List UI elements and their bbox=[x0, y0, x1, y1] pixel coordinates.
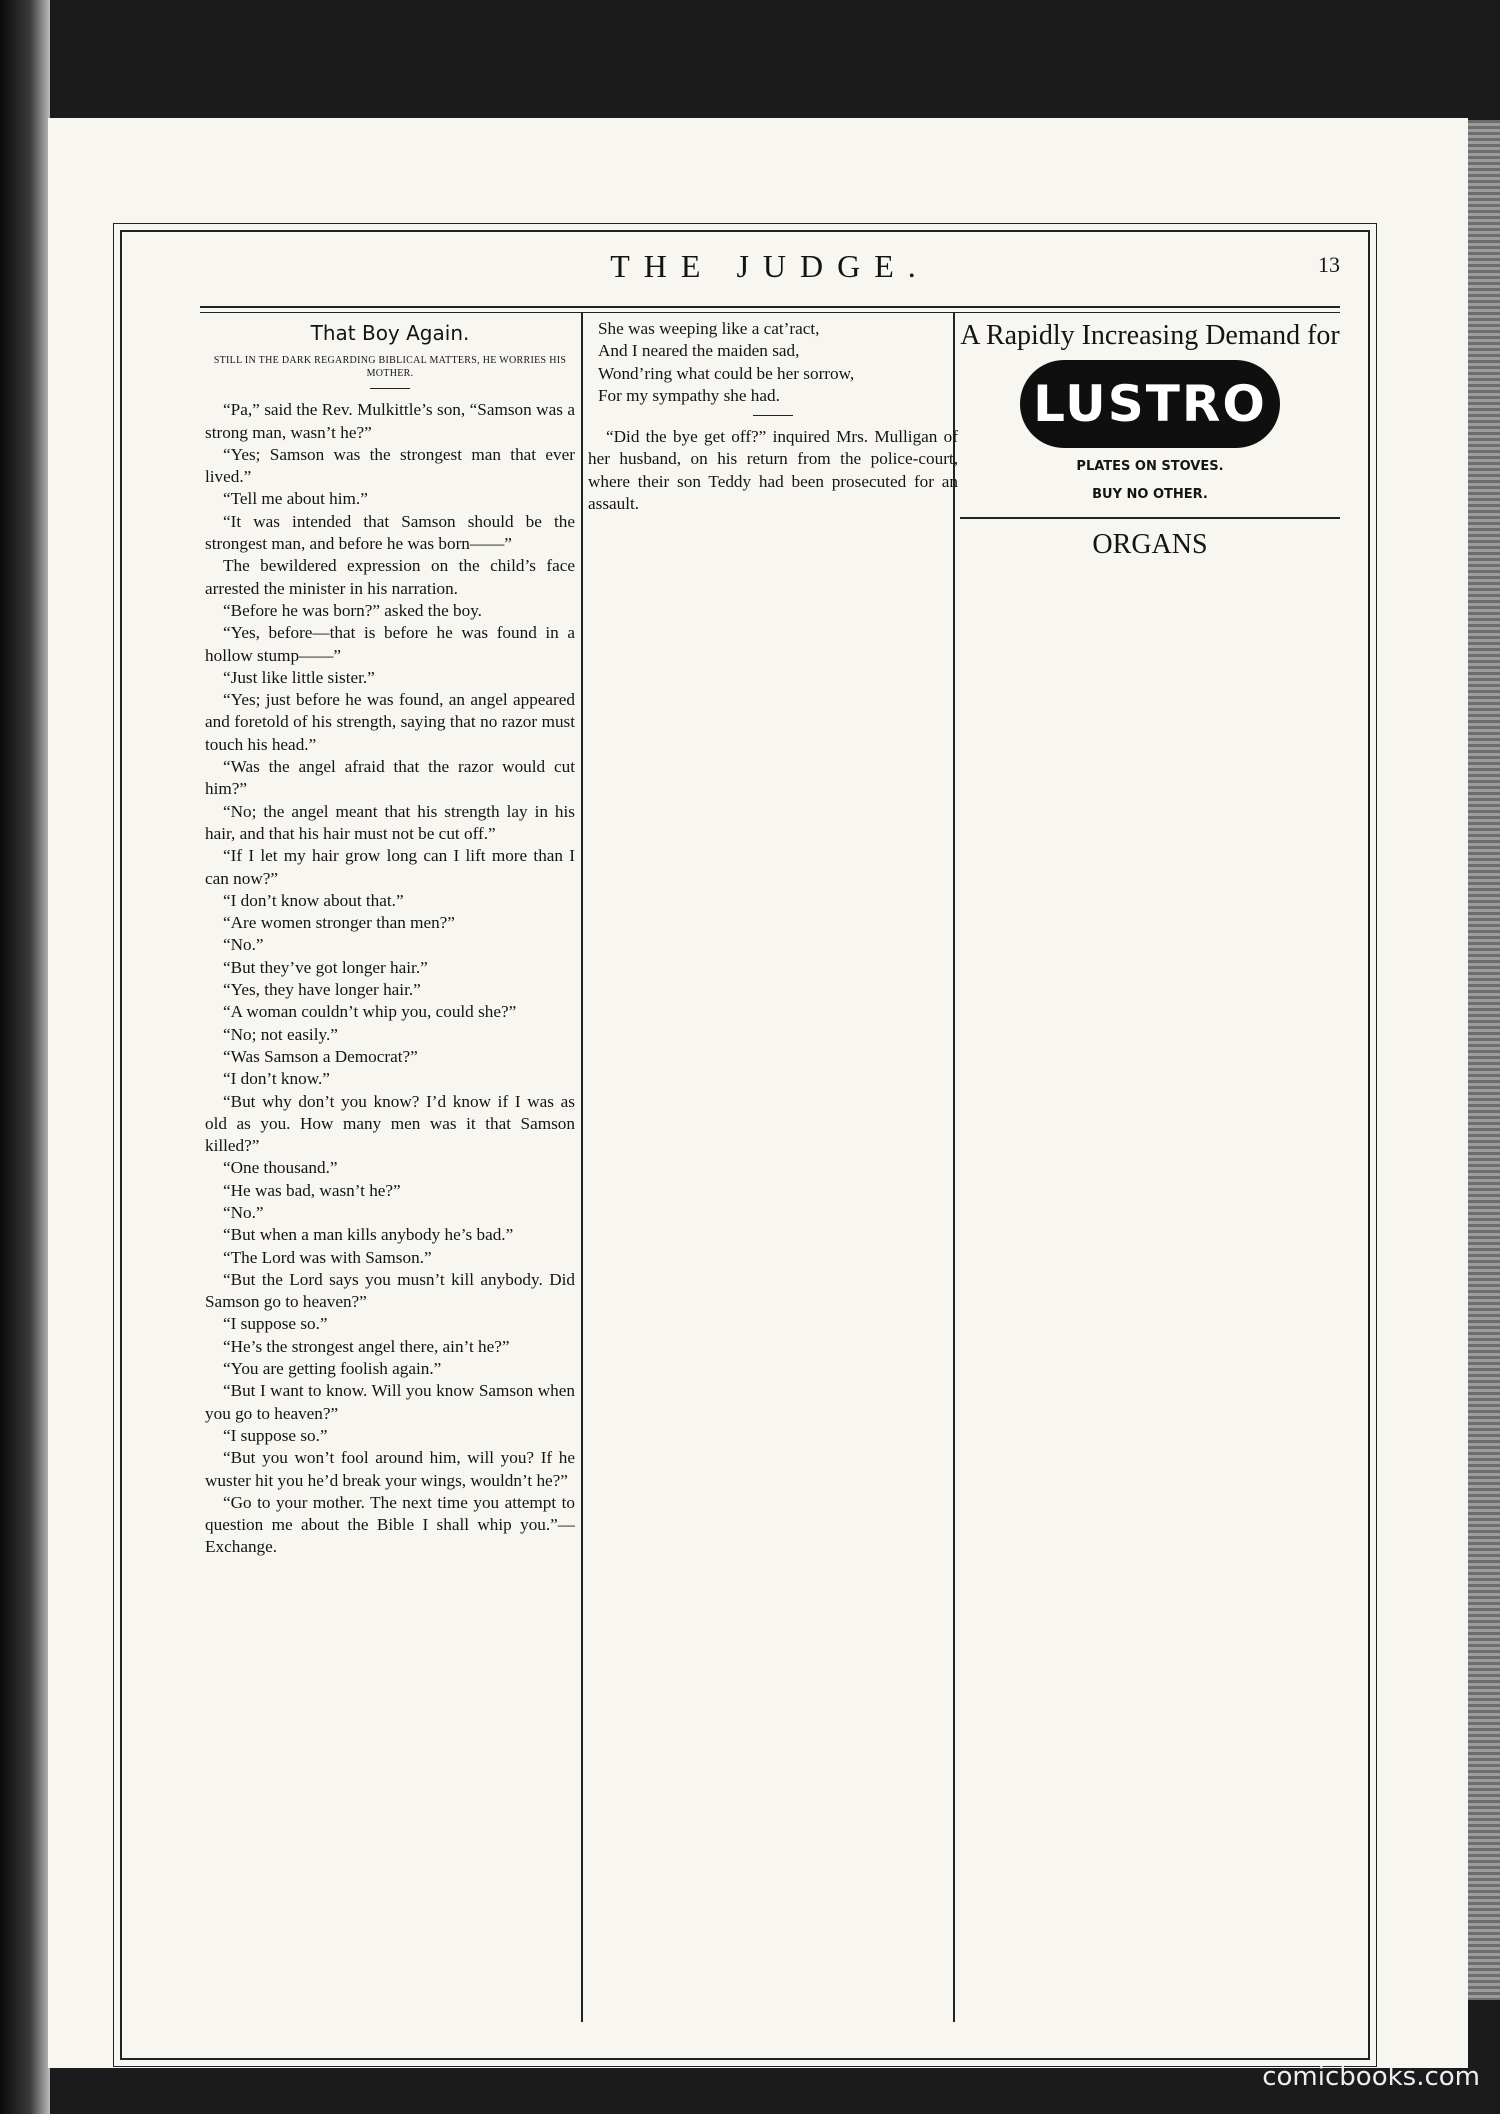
paragraph: “If I let my hair grow long can I lift more than I can now?” bbox=[205, 846, 575, 888]
watermark-credit: comicbooks.com bbox=[1262, 2062, 1480, 2092]
paragraph: “But when a man kills anybody he’s bad.” bbox=[223, 1225, 514, 1245]
masthead-rule bbox=[200, 306, 1340, 313]
lustro-plates-line: PLATES ON STOVES. bbox=[1076, 459, 1224, 474]
paragraph: “But I want to know. Will you know Samson when you go to heaven?” bbox=[205, 1381, 575, 1423]
paragraph: “Did the bye get off?” inquired Mrs. Mulligan of her husband, on his return from the police-court, where their son Teddy had been prosecuted for an assault. bbox=[588, 427, 958, 514]
lustro-buy-line: BUY NO OTHER. bbox=[1092, 487, 1208, 503]
paragraph: “I don’t know.” bbox=[223, 1069, 330, 1089]
paragraph: “No; not easily.” bbox=[223, 1024, 338, 1044]
ad-divider bbox=[960, 517, 1340, 519]
short-rule bbox=[370, 388, 410, 389]
paragraph: “Was Samson a Democrat?” bbox=[223, 1046, 418, 1066]
paragraph: “Before he was born?” asked the boy. bbox=[223, 600, 482, 620]
paragraph: “You are getting foolish again.” bbox=[223, 1359, 442, 1379]
story-title: That Boy Again. bbox=[310, 321, 470, 345]
verse-line: And I neared the maiden sad, bbox=[598, 341, 800, 361]
paragraph: “I don’t know about that.” bbox=[223, 890, 404, 910]
page-number: 13 bbox=[1318, 252, 1340, 277]
column-3 bbox=[960, 318, 1340, 569]
paragraph: “Yes, before—that is before he was found in a hollow stump——” bbox=[205, 623, 575, 665]
organs-ad-heading: ORGANS bbox=[1092, 528, 1208, 560]
paragraph: “Yes, they have longer hair.” bbox=[223, 980, 421, 1000]
paragraph: “But they’ve got longer hair.” bbox=[223, 957, 428, 977]
paragraph: “But why don’t you know? I’d know if I was as old as you. How many men was it that Samson killed?” bbox=[205, 1091, 575, 1156]
paragraph: “Was the angel afraid that the razor would cut him?” bbox=[205, 757, 575, 799]
paragraph: “He’s the strongest angel there, ain’t he?” bbox=[223, 1336, 510, 1356]
story-body bbox=[205, 399, 575, 1558]
column-divider-1 bbox=[581, 312, 583, 2022]
lustro-ad-heading: A Rapidly Increasing Demand for bbox=[960, 320, 1340, 351]
paragraph: “Pa,” said the Rev. Mulkittle’s son, “Samson was a strong man, wasn’t he?” bbox=[205, 400, 575, 442]
book-gutter-shadow bbox=[0, 0, 50, 2114]
column-divider-2 bbox=[953, 312, 955, 2022]
paragraph: “The Lord was with Samson.” bbox=[223, 1247, 432, 1267]
page-stack-edge bbox=[1466, 120, 1500, 2000]
paragraph: “Are women stronger than men?” bbox=[223, 913, 455, 933]
paragraph: “One thousand.” bbox=[223, 1158, 338, 1178]
paragraph: “It was intended that Samson should be the strongest man, and before he was born——” bbox=[205, 511, 575, 554]
paragraph: “Go to your mother. The next time you attempt to question me about the Bible I shall whip you.”—Exchange. bbox=[205, 1492, 575, 1557]
paragraph: “I suppose so.” bbox=[223, 1425, 328, 1445]
paragraph: “Just like little sister.” bbox=[223, 667, 375, 687]
paragraph: “I suppose so.” bbox=[223, 1314, 328, 1334]
paragraph: The bewildered expression on the child’s face arrested the minister in his narration. bbox=[205, 556, 575, 598]
paragraph: “But you won’t fool around him, will you? If he wuster hit you he’d break your wings, wouldn’t he?” bbox=[205, 1448, 575, 1490]
story-deck: STILL IN THE DARK REGARDING BIBLICAL MATTERS, HE WORRIES HIS MOTHER. bbox=[213, 355, 567, 380]
paragraph: “Tell me about him.” bbox=[223, 489, 368, 509]
paragraph: “No.” bbox=[223, 935, 264, 955]
column-2 bbox=[588, 318, 958, 515]
verse-line: She was weeping like a cat’ract, bbox=[598, 319, 820, 338]
verse bbox=[588, 318, 958, 407]
masthead-title: THE JUDGE. bbox=[610, 248, 930, 284]
paragraph: “No; the angel meant that his strength lay in his hair, and that his hair must not be cut off.” bbox=[205, 801, 575, 843]
paragraph: “No.” bbox=[223, 1202, 264, 1222]
verse-line: Wond’ring what could be her sorrow, bbox=[598, 363, 855, 383]
verse-line: For my sympathy she had. bbox=[598, 385, 780, 405]
lustro-logo: LUSTRO bbox=[1020, 360, 1280, 448]
paragraph: “He was bad, wasn’t he?” bbox=[223, 1180, 401, 1200]
paragraph: “Yes; Samson was the strongest man that ever lived.” bbox=[205, 444, 575, 487]
paragraph: “But the Lord says you musn’t kill anybody. Did Samson go to heaven?” bbox=[205, 1269, 575, 1312]
paragraph: “Yes; just before he was found, an angel appeared and foretold of his strength, saying that no razor must touch his head.” bbox=[205, 690, 575, 754]
short-rule bbox=[753, 415, 793, 416]
column-1 bbox=[205, 318, 575, 1559]
paragraph: “A woman couldn’t whip you, could she?” bbox=[223, 1002, 517, 1022]
